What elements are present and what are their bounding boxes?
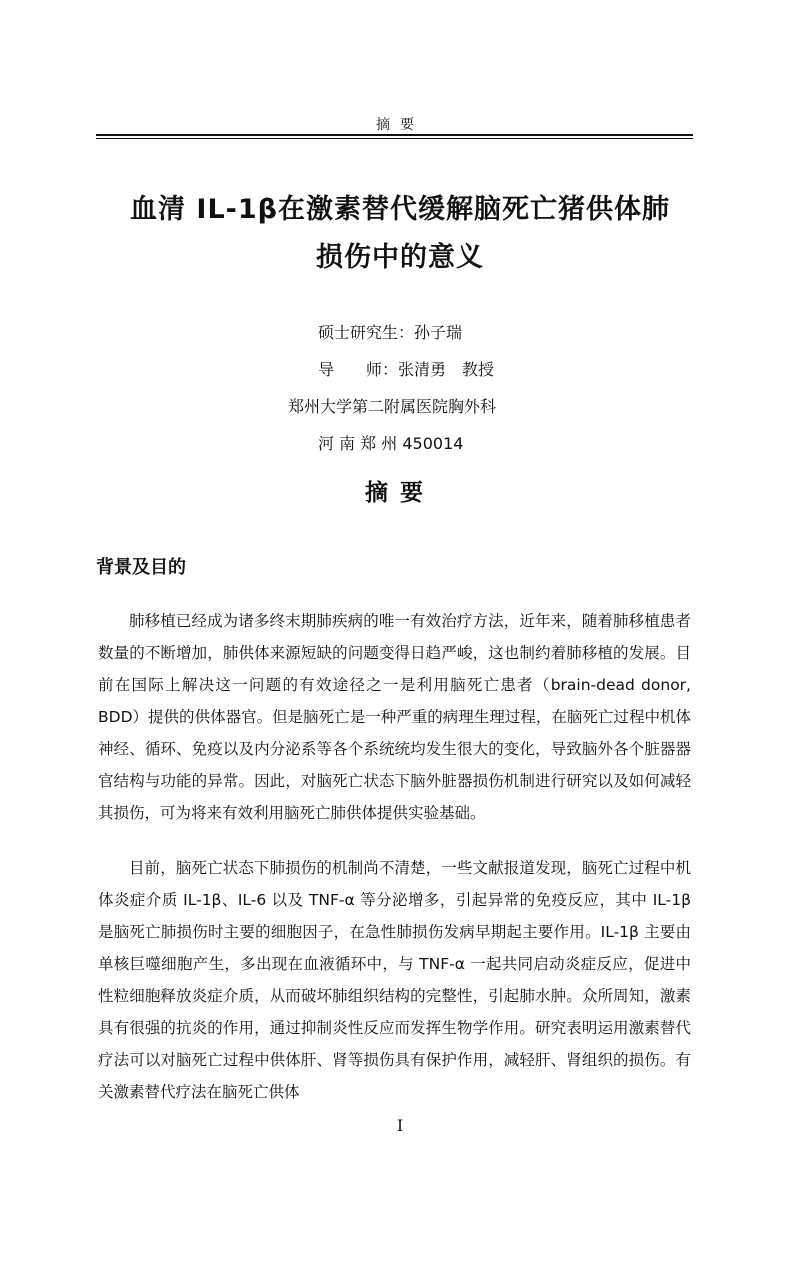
title-line-2: 损伤中的意义: [316, 242, 484, 273]
advisor-label: 导 师：: [318, 360, 399, 379]
advisor-line: [318, 357, 494, 380]
section-heading-background: 背景及目的: [96, 557, 186, 578]
running-header: 摘要: [376, 117, 424, 133]
abstract-heading: 摘要: [365, 480, 435, 506]
header-rule: [96, 134, 693, 139]
abstract-paragraph-1: 肺移植已经成为诸多终末期肺疾病的唯一有效治疗方法，近年来，随着肺移植患者数量的不断增加，肺供体来源短缺的问题变得日趋严峻，这也制约着肺移植的发展。目前在国际上解决这一问题的有效途径之一是利用脑死亡患者（brain-dead donor, BDD）提供的供体器官。但是脑死亡是一种严重的病理生理过程，在脑死亡过程中机体神经、循环、免疫以及内分泌系等各个系统统均发生很大的变化，导致脑外各个脏器器官结构与功能的异常。因此，对脑死亡状态下脑外脏器损伤机制进行研究以及如何减轻其损伤，可为将来有效利用脑死亡肺供体提供实验基础。: [98, 612, 691, 822]
department-line: 郑州大学第二附属医院胸外科: [288, 397, 497, 416]
paper-title: [110, 186, 690, 282]
abstract-paragraph-2: 目前，脑死亡状态下肺损伤的机制尚不清楚，一些文献报道发现，脑死亡过程中机体炎症介质 IL-1β、IL-6 以及 TNF-α 等分泌增多，引起异常的免疫反应，其中 IL-1β 是脑死亡肺损伤时主要的细胞因子，在急性肺损伤发病早期起主要作用。IL-1β 主要由单核巨噬细胞产生，多出现在血液循环中，与 TNF-α 一起共同启动炎症反应，促进中性粒细胞释放炎症介质，从而破坏肺组织结构的完整性，引起肺水肿。众所周知，激素具有很强的抗炎的作用，通过抑制炎性反应而发挥生物学作用。研究表明运用激素替代疗法可以对脑死亡过程中供体肝、肾等损伤具有保护作用，减轻肝、肾组织的损伤。有关激素替代疗法在脑死亡供体: [98, 859, 691, 1101]
advisor-name: 张清勇 教授: [398, 360, 495, 379]
page-number: I: [396, 1116, 404, 1135]
location-line: 河 南 郑 州 450014: [318, 434, 464, 453]
title-line-1: 血清 IL-1β在激素替代缓解脑死亡猪供体肺: [130, 194, 670, 225]
student-line: 硕士研究生：孙子瑞: [318, 323, 463, 342]
